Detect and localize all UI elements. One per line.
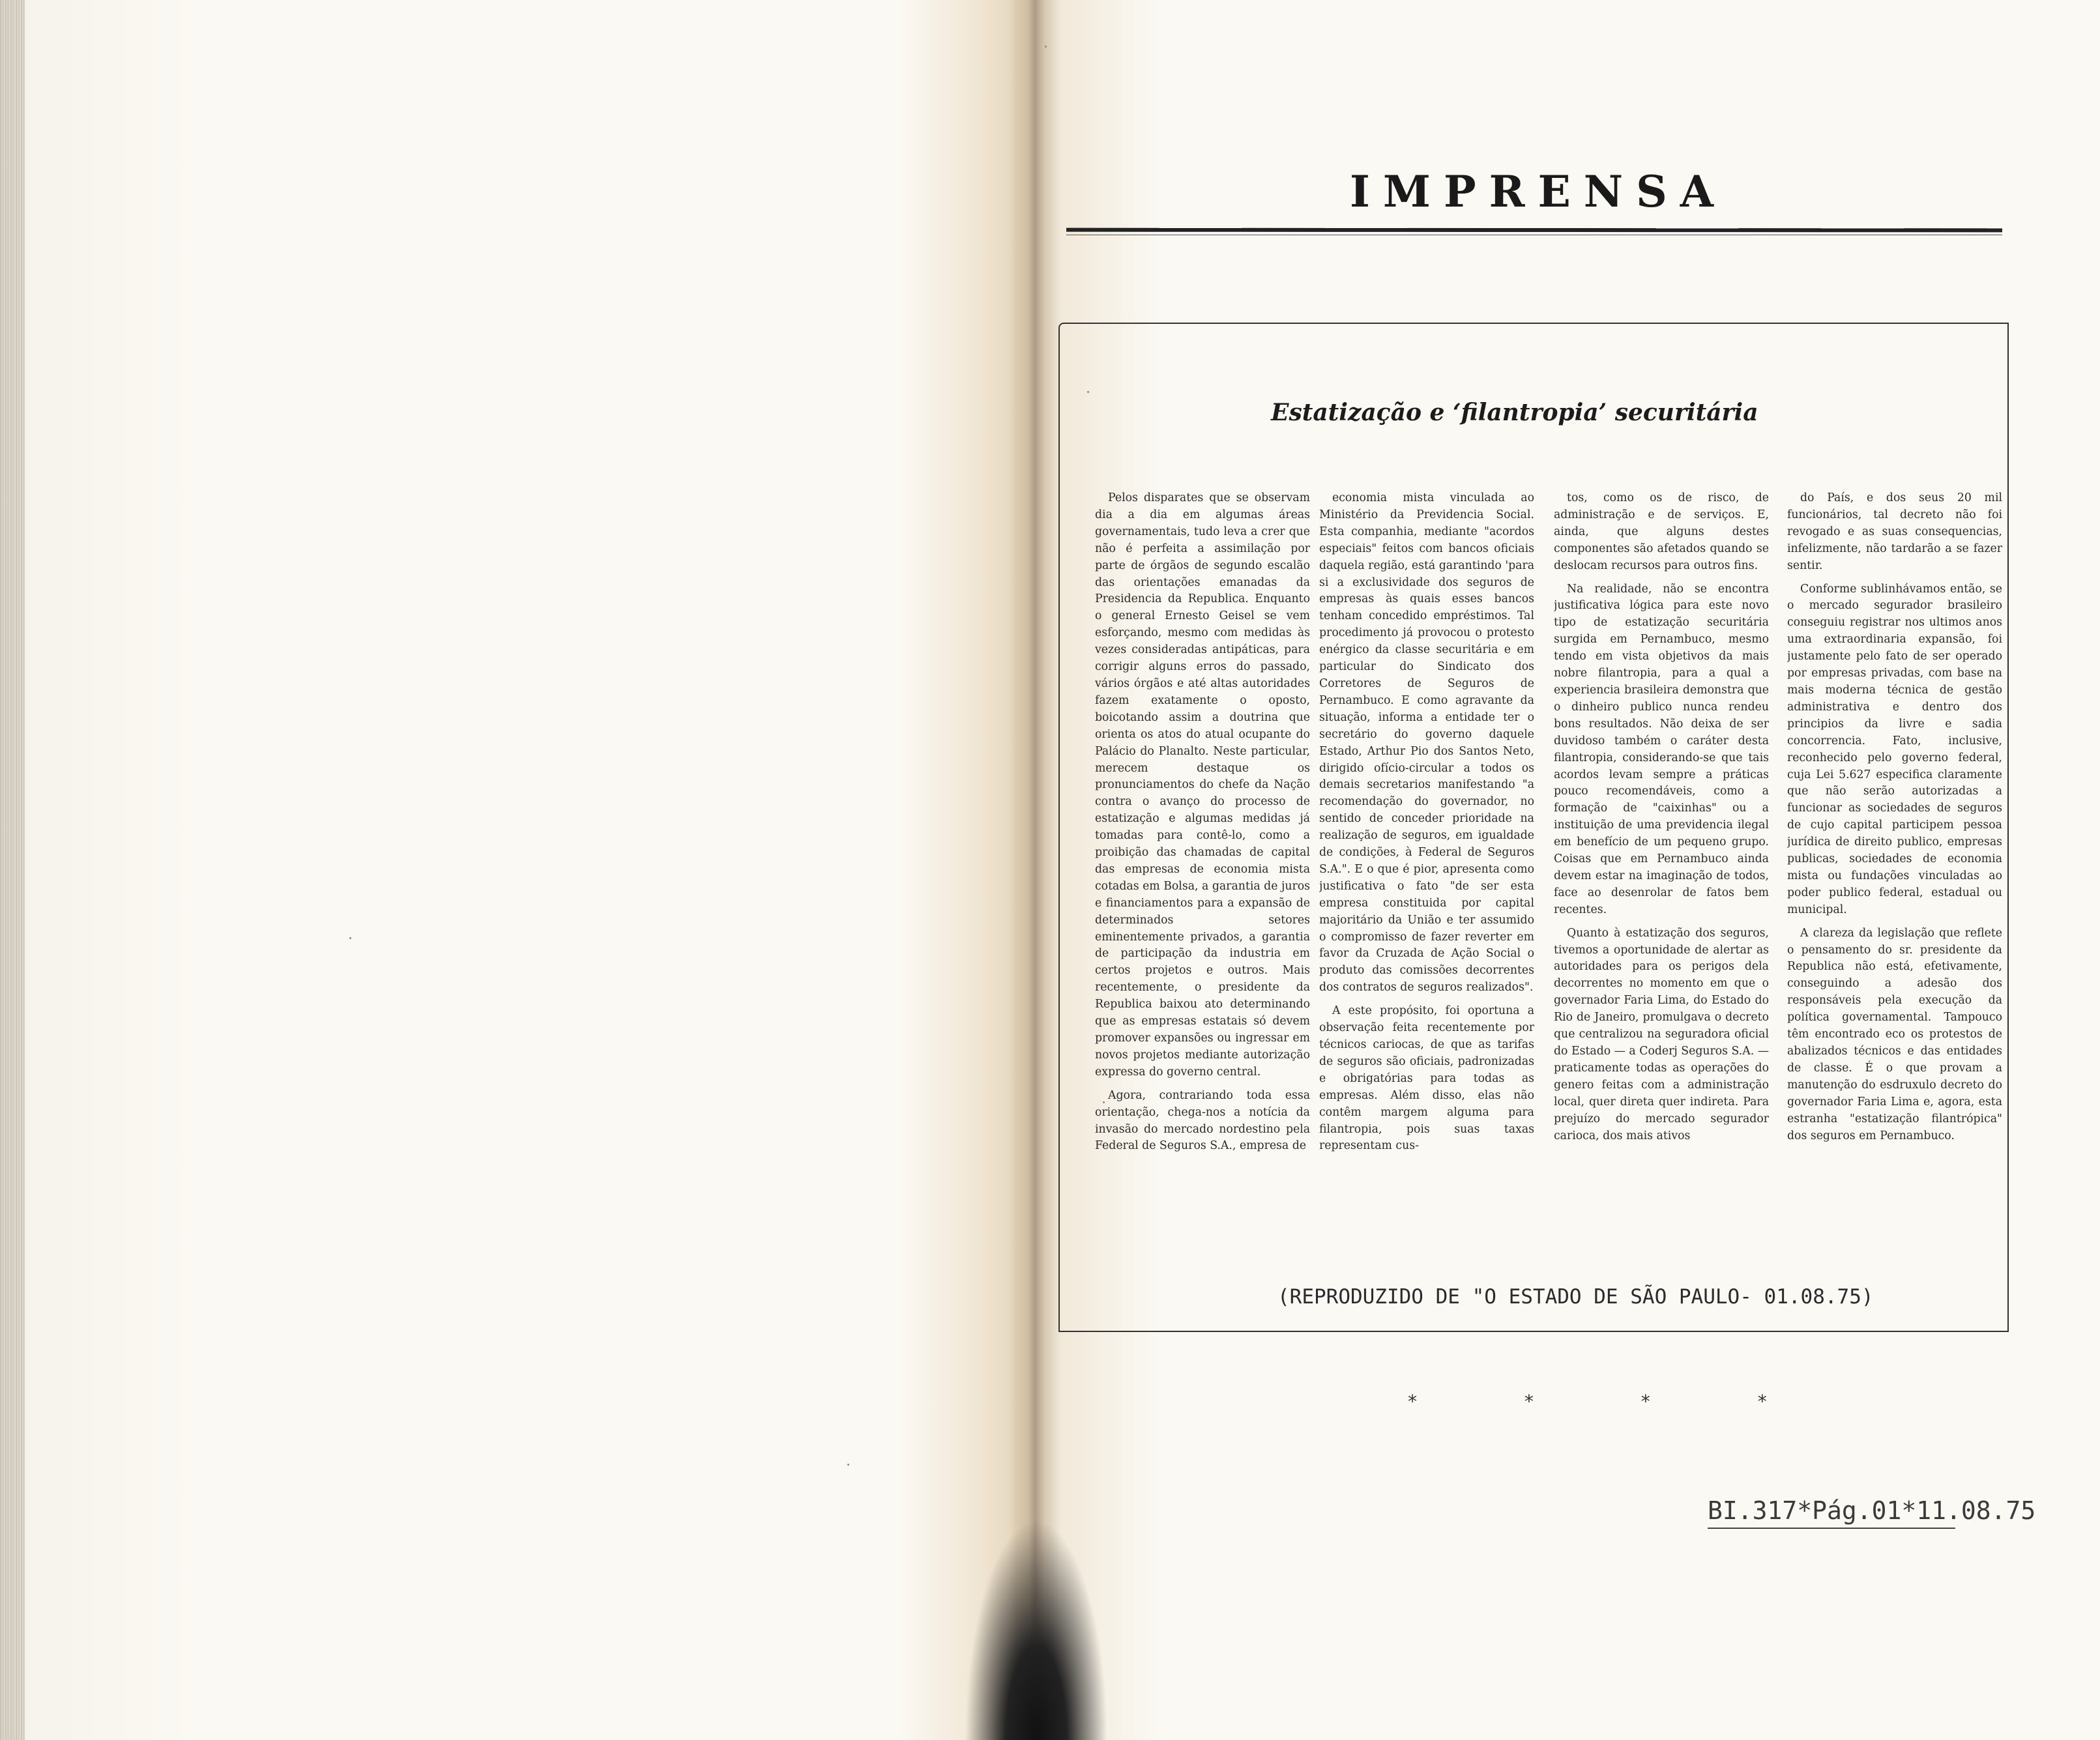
- header-rule: [1066, 228, 2002, 233]
- article-column-3: [1554, 490, 1769, 1253]
- article-paragraph: Agora, contrariando toda essa orientação, chega-nos a notícia da invasão do mercado nordestino pela Federal de Seguros S.A., empresa de: [1095, 1088, 1310, 1153]
- article-column-2: [1319, 490, 1534, 1266]
- article-paragraph: economia mista vinculada ao Ministério da Previdencia Social. Esta companhia, mediante "acordos especiais" feitos com bancos oficiais daquela região, está garantindo 'para si a exclusividade dos seguros de empresas às quais esses bancos tenham concedido empréstimos. Tal procedimento já provocou o protesto enérgico da classe securitária e em particular do Sindicato dos Corretores de Seguros de Pernambuco. E como agravante da situação, informa a entidade ter o secretário do governo daquele Estado, Arthur Pio dos Santos Neto, dirigido ofício-circular a todos os demais secretarios manifestando "a recomendação do governador, no sentido de conceder prioridade na realização de seguros, em igualdade de condições, à Federal de Seguros S.A.". E o que é pior, apresenta como justificativa o fato "de ser esta empresa constituida por capital majoritário da União e ter assumido o compromisso de fazer reverter em favor da Cruzada de Ação Social o produto das comissões decorrentes dos contratos de seguros realizados".: [1319, 491, 1534, 994]
- article-column-4: [1787, 490, 2002, 1253]
- article-paragraph: Pelos disparates que se observam dia a dia em algumas áreas governamentais, tudo leva a crer que não é perfeita a assimilação por parte de órgãos de segundo escalão das orientações emanadas da Presidencia da Republica. Enquanto o general Ernesto Geisel se vem esforçando, mesmo com medidas às vezes consideradas antipáticas, para corrigir alguns erros do passado, vários órgãos e até altas autoridades fazem exatamente o oposto, boicotando assim a doutrina que orienta os atos do atual ocupante do Palácio do Planalto. Neste particular, merecem destaque os pronunciamentos do chefe da Nação contra o avanço do processo de estatização e algumas medidas já tomadas para contê-lo, como a proibição das chamadas de capital das empresas de economia mista cotadas em Bolsa, a garantia de juros e financiamentos para a expansão de determinados setores eminentemente privados, a garantia de participação da industria em certos projetos e outros. Mais recentemente, o presidente da Republica baixou ato determinando que as empresas estatais só devem promover expansões ou ingressar em novos projetos mediante autorização expressa do governo central.: [1095, 491, 1310, 1079]
- article-column-1: [1095, 490, 1310, 1266]
- scan-speck: [847, 1464, 849, 1466]
- book-gutter: [1009, 0, 1061, 1740]
- article-paragraph: Conforme sublinhávamos então, se o mercado segurador brasileiro conseguiu registrar nos ultimos anos uma extraordinaria expansão, foi justamente pelo fato de ser operado por empresas privadas, com base na mais moderna técnica de gestão administrativa e dentro dos principios da livre e sadia concorrencia. Fato, inclusive, reconhecido pelo governo federal, cuja Lei 5.627 especifica claramente que não serão autorizadas a funcionar as sociedades de seguros de cujo capital participem pessoa jurídica de direito publico, empresas publicas, sociedades de economia mista ou fundações vinculadas ao poder publico federal, estadual ou municipal.: [1787, 582, 2002, 916]
- page-stack-edge: [0, 0, 25, 1740]
- gutter-shadow: [965, 1518, 1108, 1740]
- article-headline: Estatização e ‘filantropia’ securitária: [1271, 399, 1758, 426]
- article-paragraph: do País, e dos seus 20 mil funcionários, tal decreto não foi revogado e as suas consequencias, infelizmente, não tardarão a se fazer sentir.: [1787, 491, 2002, 572]
- article-paragraph: Na realidade, não se encontra justificativa lógica para este novo tipo de estatização securitária surgida em Pernambuco, mesmo tendo em vista objetivos da mais nobre filantropia, para a qual a experiencia brasileira demonstra que o dinheiro publico nunca rendeu bons resultados. Não deixa de ser duvidoso também o caráter desta filantropia, considerando-se que tais acordos levam sempre a práticas pouco recomendáveis, como a formação de "caixinhas" ou a instituição de uma previdencia ilegal em benefício de um pequeno grupo. Coisas que em Pernambuco ainda devem estar na imaginação de todos, face ao desenrolar de fatos bem recentes.: [1554, 582, 1769, 916]
- page-reference: BI.317*Pág.01*11.08.75: [1708, 1496, 1955, 1529]
- scan-speck: [1045, 46, 1047, 48]
- article-paragraph: A clareza da legislação que reflete o pensamento do sr. presidente da Republica não está, efetivamente, conseguindo a adesão dos responsáveis pela execução da política governamental. Tampouco têm encontrado eco os protestos de abalizados técnicos e das entidades de classe. É o que provam a manutenção do esdruxulo decreto do governador Faria Lima e, agora, esta estranha "estatização filantrópica" dos seguros em Pernambuco.: [1787, 926, 2002, 1142]
- section-title: IMPRENSA: [1350, 166, 1727, 217]
- reproduction-credit: (REPRODUZIDO DE "O ESTADO DE SÃO PAULO- 01.08.75): [1277, 1285, 1874, 1309]
- article-paragraph: tos, como os de risco, de administração e de serviços. E, ainda, que alguns destes componentes são afetados quando se deslocam recursos para outros fins.: [1554, 491, 1769, 572]
- section-separator: * * * *: [1408, 1391, 1818, 1412]
- article-paragraph: A este propósito, foi oportuna a observação feita recentemente por técnicos cariocas, de que as tarifas de seguros são oficiais, padronizadas e obrigatórias para todas as empresas. Além disso, elas não contêm margem alguma para filantropia, pois suas taxas representam cus-: [1319, 1004, 1534, 1153]
- blank-left-page: [0, 0, 1017, 1740]
- scan-speck: [349, 937, 351, 939]
- article-paragraph: Quanto à estatização dos seguros, tivemos a oportunidade de alertar as autoridades para os perigos dela decorrentes no momento em que o governador Faria Lima, do Estado do Rio de Janeiro, promulgava o decreto que centralizou na seguradora oficial do Estado — a Coderj Seguros S.A. — praticamente todas as operações do genero feitas com a administração local, quer direta quer indireta. Para prejuízo do mercado segurador carioca, dos mais ativos: [1554, 926, 1769, 1142]
